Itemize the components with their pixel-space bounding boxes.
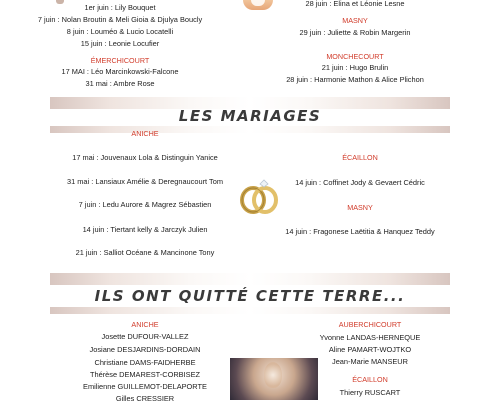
town-heading-monchecourt: MONCHECOURT <box>326 52 384 61</box>
death-entry: Jean-Marie MANSEUR <box>332 357 408 366</box>
town-heading-emerchicourt: ÉMERCHICOURT <box>90 56 150 65</box>
town-heading-ecaillon: ÉCAILLON <box>352 375 388 384</box>
birth-entry: 31 mai : Ambre Rose <box>85 79 155 88</box>
town-heading-masny: MASNY <box>342 16 368 25</box>
death-entry: Josiane DESJARDINS-DORDAIN <box>89 345 201 354</box>
birth-entry: 17 MAI : Léo Marcinkowski-Falcone <box>61 67 179 76</box>
section-banner-bottom <box>50 307 450 314</box>
section-banner <box>50 273 450 285</box>
town-heading-aniche: ANICHE <box>131 129 159 138</box>
death-entry: Yvonne LANDAS-HERNEQUE <box>319 333 421 342</box>
birth-entry: 29 juin : Juliette & Robin Margerin <box>299 28 411 37</box>
wedding-entry: 14 juin : Coffinet Jody & Gevaert Cédric <box>295 178 425 187</box>
birth-entry: 1er juin : Lily Bouquet <box>84 3 156 12</box>
birth-entry: 28 juin : Harmonie Mathon & Alice Plichon <box>286 75 424 84</box>
death-entry: Gilles CRESSIER <box>115 394 175 403</box>
death-entry: Christiane DAMS-FAIDHERBE <box>94 358 196 367</box>
wedding-entry: 31 mai : Lansiaux Amélie & Deregnaucourt Tom <box>67 177 223 186</box>
wedding-entry: 7 juin : Ledu Aurore & Magrez Sébastien <box>78 200 212 209</box>
town-heading-masny: MASNY <box>347 203 373 212</box>
birth-entry: 28 juin : Elina et Léonie Lesne <box>305 0 405 8</box>
birth-entry: 15 juin : Leonie Locufier <box>80 39 160 48</box>
birth-entry: 7 juin : Nolan Broutin & Meli Gioia & Djulya Boucly <box>37 15 203 24</box>
wedding-entry: 21 juin : Salliot Océane & Mancinone Tony <box>75 248 215 257</box>
section-title-mariages: LES MARIAGES <box>178 107 322 125</box>
death-entry: Aline PAMART-WOJTKO <box>328 345 412 354</box>
death-entry: Thérèse DEMAREST-CORBISEZ <box>89 370 201 379</box>
section-title-deces: ILS ONT QUITTÉ CETTE TERRE... <box>94 287 406 305</box>
wedding-entry: 14 juin : Tiertant kelly & Jarczyk Julien <box>82 225 208 234</box>
death-entry: Emilienne GUILLEMOT-DELAPORTE <box>83 382 207 391</box>
death-entry: Josette DUFOUR-VALLEZ <box>101 332 189 341</box>
birth-entry: 21 juin : Hugo Brulin <box>321 63 389 72</box>
wedding-entry: 17 mai : Jouvenaux Lola & Distinguin Yanice <box>72 153 218 162</box>
town-heading-ecaillon: ÉCAILLON <box>342 153 378 162</box>
death-entry: Thierry RUSCART <box>339 388 401 397</box>
birth-entry: 8 juin : Louméo & Lucio Locatelli <box>66 27 174 36</box>
baby-illustration-icon <box>243 0 273 10</box>
wedding-entry: 14 juin : Fragonese Laëtitia & Hanquez Teddy <box>285 227 435 236</box>
town-heading-auberchicourt: AUBERCHICOURT <box>338 320 402 329</box>
town-heading-aniche: ANICHE <box>131 320 159 329</box>
